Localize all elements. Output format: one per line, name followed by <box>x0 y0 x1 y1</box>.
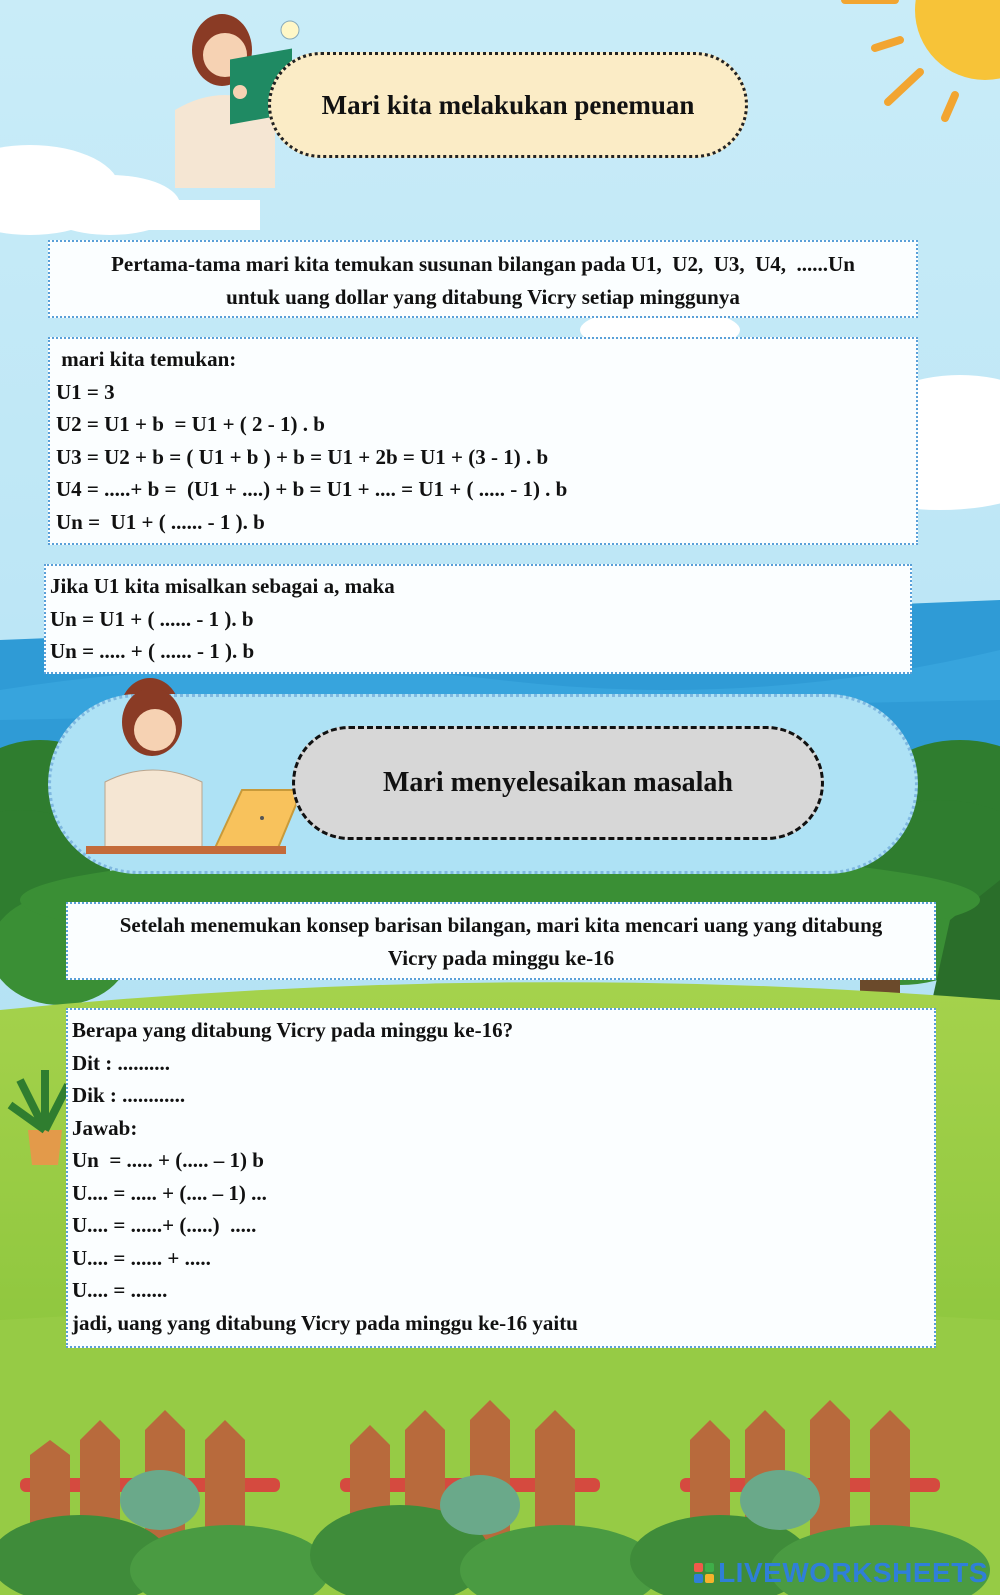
solution-line: U.... = ..... + (.... – 1) ... <box>72 1180 267 1205</box>
solution-line: Dit : .......... <box>72 1050 170 1075</box>
banner-teacher-laptop-icon <box>80 690 310 860</box>
generalize-box <box>44 564 912 674</box>
liveworksheets-logo-icon <box>694 1563 714 1583</box>
discovery-box <box>48 337 918 545</box>
discovery-line: U4 = .....+ b = (U1 + ....) + b = U1 + .... = U1 + ( ..... - 1) . b <box>56 477 568 501</box>
solution-conclusion: jadi, uang yang ditabung Vicry pada minggu ke-16 yaitu <box>72 1310 578 1335</box>
problem-intro-line: Vicry pada minggu ke-16 <box>387 945 615 970</box>
discovery-line: U2 = U1 + b = U1 + ( 2 - 1) . b <box>56 412 325 436</box>
solution-question: Berapa yang ditabung Vicry pada minggu ke-16? <box>72 1018 514 1042</box>
solution-line: U.... = ....... <box>72 1278 168 1302</box>
problem-intro-box <box>66 902 936 980</box>
header-title: Mari kita melakukan penemuan <box>321 89 695 120</box>
discovery-line: Un = U1 + ( ...... - 1 ). b <box>56 509 265 534</box>
discovery-line: mari kita temukan: <box>56 347 237 371</box>
intro-box <box>48 240 918 318</box>
intro-line: Pertama-tama mari kita temukan susunan bilangan pada U1, U2, U3, U4, ......Un <box>111 252 855 276</box>
discovery-line: U1 = 3 <box>56 379 115 404</box>
discovery-line: U3 = U2 + b = ( U1 + b ) + b = U1 + 2b = U1 + (3 - 1) . b <box>56 444 549 469</box>
problem-banner-title: Mari menyelesaikan masalah <box>383 767 733 798</box>
solution-line: Dik : ............ <box>72 1083 186 1107</box>
liveworksheets-brand[interactable] <box>694 1557 988 1589</box>
solution-line: Jawab: <box>72 1115 138 1140</box>
generalize-line: Un = ..... + ( ...... - 1 ). b <box>50 639 255 663</box>
generalize-line: Jika U1 kita misalkan sebagai a, maka <box>50 574 395 598</box>
generalize-line: Un = U1 + ( ...... - 1 ). b <box>50 606 254 631</box>
solution-box <box>66 1008 936 1348</box>
solution-line: Un = ..... + (..... – 1) b <box>72 1148 264 1172</box>
brand-name: LIVEWORKSHEETS <box>718 1557 988 1588</box>
solution-line: U.... = ...... + ..... <box>72 1245 211 1270</box>
problem-intro-line: Setelah menemukan konsep barisan bilangan, mari kita mencari uang yang ditabung <box>119 913 883 937</box>
intro-line: untuk uang dollar yang ditabung Vicry setiap minggunya <box>226 284 740 309</box>
solution-line: U.... = ......+ (.....) ..... <box>72 1213 257 1237</box>
